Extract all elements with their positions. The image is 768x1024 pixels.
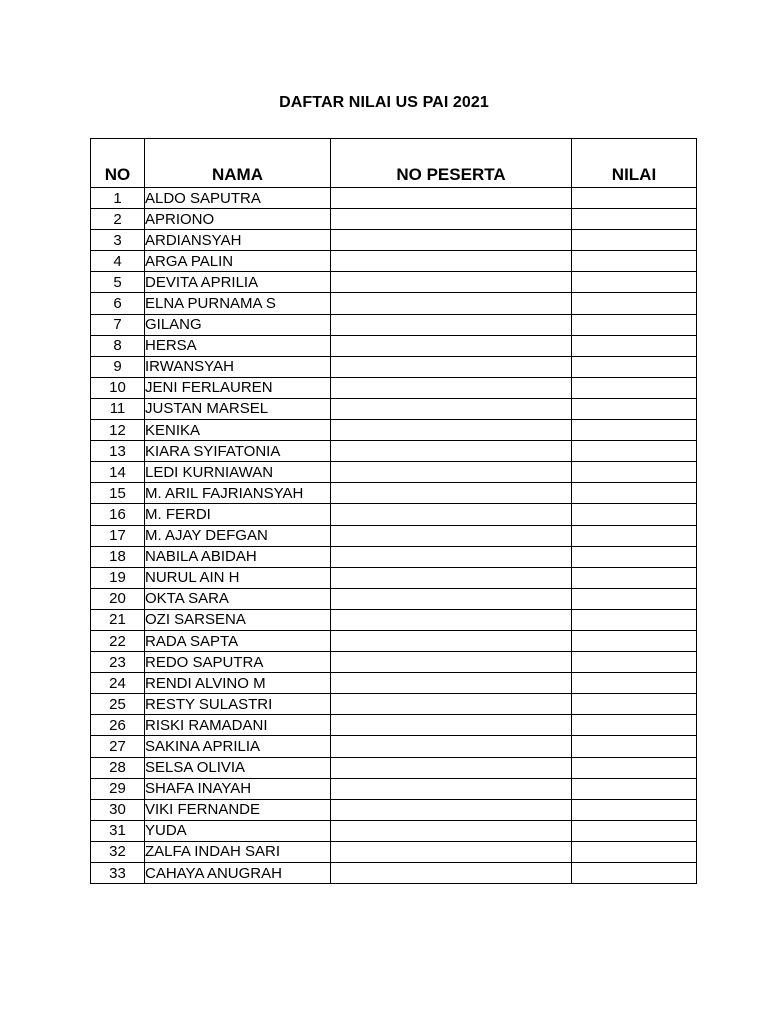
- cell-nama: SHAFA INAYAH: [145, 778, 331, 799]
- cell-no: 25: [91, 694, 145, 715]
- cell-no-peserta: [331, 588, 572, 609]
- cell-no: 19: [91, 567, 145, 588]
- table-row: [91, 293, 697, 314]
- cell-nama: CAHAYA ANUGRAH: [145, 863, 331, 884]
- cell-no: 5: [91, 272, 145, 293]
- cell-nama: RENDI ALVINO M: [145, 673, 331, 694]
- cell-nama: RISKI RAMADANI: [145, 715, 331, 736]
- table-row: [91, 335, 697, 356]
- cell-nilai: [572, 588, 697, 609]
- cell-nilai: [572, 504, 697, 525]
- cell-nama: ZALFA INDAH SARI: [145, 841, 331, 862]
- cell-no: 23: [91, 652, 145, 673]
- table-row: [91, 820, 697, 841]
- cell-no-peserta: [331, 757, 572, 778]
- table-row: [91, 356, 697, 377]
- cell-no-peserta: [331, 293, 572, 314]
- cell-no: 11: [91, 398, 145, 419]
- cell-no: 10: [91, 377, 145, 398]
- cell-no: 21: [91, 609, 145, 630]
- table-row: [91, 609, 697, 630]
- table-row: [91, 652, 697, 673]
- table-row: [91, 462, 697, 483]
- cell-no-peserta: [331, 652, 572, 673]
- cell-nilai: [572, 251, 697, 272]
- cell-nama: NABILA ABIDAH: [145, 546, 331, 567]
- cell-nama: M. ARIL FAJRIANSYAH: [145, 483, 331, 504]
- cell-nama: SELSA OLIVIA: [145, 757, 331, 778]
- cell-nilai: [572, 715, 697, 736]
- cell-nama: ALDO SAPUTRA: [145, 188, 331, 209]
- cell-nilai: [572, 757, 697, 778]
- cell-no-peserta: [331, 230, 572, 251]
- cell-no-peserta: [331, 504, 572, 525]
- table-body: [91, 188, 697, 884]
- cell-no-peserta: [331, 609, 572, 630]
- cell-no-peserta: [331, 525, 572, 546]
- header-no-peserta: NO PESERTA: [331, 139, 572, 188]
- cell-nilai: [572, 483, 697, 504]
- cell-no-peserta: [331, 820, 572, 841]
- cell-no: 28: [91, 757, 145, 778]
- cell-no-peserta: [331, 546, 572, 567]
- cell-no-peserta: [331, 462, 572, 483]
- cell-nama: M. FERDI: [145, 504, 331, 525]
- table-row: [91, 736, 697, 757]
- cell-nama: ARDIANSYAH: [145, 230, 331, 251]
- cell-no: 7: [91, 314, 145, 335]
- table-row: [91, 841, 697, 862]
- cell-nama: DEVITA APRILIA: [145, 272, 331, 293]
- cell-nilai: [572, 567, 697, 588]
- cell-no-peserta: [331, 251, 572, 272]
- table-row: [91, 588, 697, 609]
- cell-nama: GILANG: [145, 314, 331, 335]
- header-no: NO: [91, 139, 145, 188]
- cell-no-peserta: [331, 377, 572, 398]
- cell-nama: ARGA PALIN: [145, 251, 331, 272]
- table-row: [91, 272, 697, 293]
- table-row: [91, 441, 697, 462]
- cell-no-peserta: [331, 420, 572, 441]
- table-row: [91, 863, 697, 884]
- table-row: [91, 694, 697, 715]
- cell-no-peserta: [331, 188, 572, 209]
- table-row: [91, 188, 697, 209]
- cell-no-peserta: [331, 799, 572, 820]
- cell-no: 3: [91, 230, 145, 251]
- cell-no-peserta: [331, 483, 572, 504]
- table-row: [91, 483, 697, 504]
- cell-no: 26: [91, 715, 145, 736]
- cell-no-peserta: [331, 715, 572, 736]
- cell-no-peserta: [331, 567, 572, 588]
- cell-nilai: [572, 293, 697, 314]
- cell-nama: KIARA SYIFATONIA: [145, 441, 331, 462]
- cell-nama: IRWANSYAH: [145, 356, 331, 377]
- cell-no: 9: [91, 356, 145, 377]
- cell-no-peserta: [331, 335, 572, 356]
- table-row: [91, 546, 697, 567]
- cell-no: 1: [91, 188, 145, 209]
- cell-no: 27: [91, 736, 145, 757]
- cell-no: 6: [91, 293, 145, 314]
- cell-nama: NURUL AIN H: [145, 567, 331, 588]
- table-row: [91, 420, 697, 441]
- cell-nama: YUDA: [145, 820, 331, 841]
- cell-nilai: [572, 398, 697, 419]
- cell-nilai: [572, 630, 697, 651]
- cell-no-peserta: [331, 778, 572, 799]
- cell-nama: SAKINA APRILIA: [145, 736, 331, 757]
- table-row: [91, 567, 697, 588]
- cell-no: 2: [91, 209, 145, 230]
- cell-nilai: [572, 841, 697, 862]
- table-row: [91, 757, 697, 778]
- cell-no: 24: [91, 673, 145, 694]
- cell-no-peserta: [331, 841, 572, 862]
- table-row: [91, 715, 697, 736]
- cell-nama: ELNA PURNAMA S: [145, 293, 331, 314]
- cell-no-peserta: [331, 314, 572, 335]
- cell-no-peserta: [331, 694, 572, 715]
- cell-no: 12: [91, 420, 145, 441]
- table-row: [91, 673, 697, 694]
- cell-nilai: [572, 820, 697, 841]
- cell-no: 13: [91, 441, 145, 462]
- table-row: [91, 209, 697, 230]
- cell-nilai: [572, 525, 697, 546]
- cell-nilai: [572, 314, 697, 335]
- table-row: [91, 630, 697, 651]
- cell-nama: JENI FERLAUREN: [145, 377, 331, 398]
- cell-no: 30: [91, 799, 145, 820]
- table-row: [91, 398, 697, 419]
- cell-nama: VIKI FERNANDE: [145, 799, 331, 820]
- cell-nilai: [572, 335, 697, 356]
- cell-no: 17: [91, 525, 145, 546]
- cell-no: 31: [91, 820, 145, 841]
- cell-no-peserta: [331, 398, 572, 419]
- cell-nama: HERSA: [145, 335, 331, 356]
- cell-no: 22: [91, 630, 145, 651]
- cell-no: 18: [91, 546, 145, 567]
- cell-nama: OZI SARSENA: [145, 609, 331, 630]
- cell-nama: APRIONO: [145, 209, 331, 230]
- cell-nilai: [572, 694, 697, 715]
- document-title: DAFTAR NILAI US PAI 2021: [279, 94, 489, 111]
- cell-no-peserta: [331, 272, 572, 293]
- header-nilai: NILAI: [572, 139, 697, 188]
- cell-nilai: [572, 377, 697, 398]
- cell-no: 20: [91, 588, 145, 609]
- cell-nilai: [572, 673, 697, 694]
- table-row: [91, 251, 697, 272]
- table-row: [91, 525, 697, 546]
- cell-nama: OKTA SARA: [145, 588, 331, 609]
- cell-nilai: [572, 441, 697, 462]
- cell-nama: KENIKA: [145, 420, 331, 441]
- table-row: [91, 314, 697, 335]
- cell-no: 29: [91, 778, 145, 799]
- grades-table: [90, 138, 697, 884]
- cell-nilai: [572, 209, 697, 230]
- cell-nama: JUSTAN MARSEL: [145, 398, 331, 419]
- cell-nama: RADA SAPTA: [145, 630, 331, 651]
- cell-nilai: [572, 230, 697, 251]
- cell-nilai: [572, 272, 697, 293]
- cell-no-peserta: [331, 863, 572, 884]
- cell-no: 4: [91, 251, 145, 272]
- cell-no-peserta: [331, 441, 572, 462]
- cell-nilai: [572, 609, 697, 630]
- cell-nilai: [572, 546, 697, 567]
- cell-nama: RESTY SULASTRI: [145, 694, 331, 715]
- table-row: [91, 799, 697, 820]
- cell-no-peserta: [331, 630, 572, 651]
- table-header-row: [91, 139, 697, 188]
- cell-no: 8: [91, 335, 145, 356]
- cell-nilai: [572, 356, 697, 377]
- cell-nilai: [572, 778, 697, 799]
- table-row: [91, 230, 697, 251]
- cell-no: 32: [91, 841, 145, 862]
- table-row: [91, 504, 697, 525]
- cell-nilai: [572, 420, 697, 441]
- cell-nilai: [572, 736, 697, 757]
- cell-no: 33: [91, 863, 145, 884]
- header-nama: NAMA: [145, 139, 331, 188]
- cell-nilai: [572, 863, 697, 884]
- cell-nilai: [572, 462, 697, 483]
- cell-no: 14: [91, 462, 145, 483]
- cell-no: 15: [91, 483, 145, 504]
- table-row: [91, 377, 697, 398]
- cell-nama: LEDI KURNIAWAN: [145, 462, 331, 483]
- cell-nama: REDO SAPUTRA: [145, 652, 331, 673]
- cell-no-peserta: [331, 209, 572, 230]
- cell-nilai: [572, 652, 697, 673]
- table-row: [91, 778, 697, 799]
- cell-nama: M. AJAY DEFGAN: [145, 525, 331, 546]
- cell-no-peserta: [331, 673, 572, 694]
- cell-nilai: [572, 188, 697, 209]
- cell-nilai: [572, 799, 697, 820]
- cell-no-peserta: [331, 356, 572, 377]
- cell-no-peserta: [331, 736, 572, 757]
- cell-no: 16: [91, 504, 145, 525]
